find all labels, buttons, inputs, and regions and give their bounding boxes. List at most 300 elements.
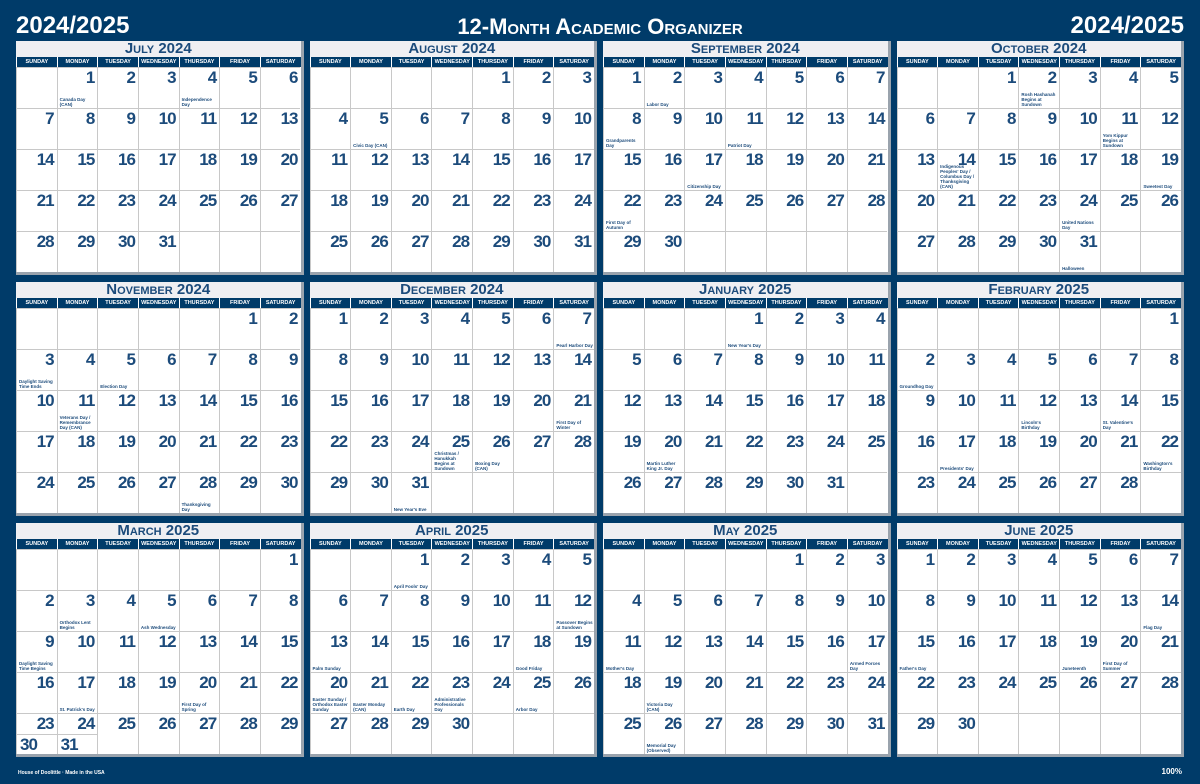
day-cell[interactable] (847, 349, 888, 390)
day-cell[interactable] (766, 590, 807, 631)
day-cell[interactable] (644, 231, 685, 272)
day-cell[interactable] (644, 672, 685, 713)
day-cell[interactable] (553, 590, 594, 631)
day-cell[interactable] (1018, 672, 1059, 713)
day-cell[interactable] (1140, 67, 1181, 108)
day-cell[interactable] (603, 108, 644, 149)
day-cell[interactable] (1140, 472, 1181, 513)
day-cell-split[interactable] (58, 734, 98, 754)
day-cell[interactable] (806, 67, 847, 108)
day-cell[interactable] (350, 672, 391, 713)
day-cell[interactable] (1059, 390, 1100, 431)
day-cell[interactable] (219, 472, 260, 513)
day-cell[interactable] (847, 631, 888, 672)
day-cell[interactable] (431, 67, 472, 108)
day-cell[interactable] (978, 308, 1019, 349)
day-cell[interactable] (391, 308, 432, 349)
day-cell[interactable] (937, 431, 978, 472)
day-cell[interactable] (806, 713, 847, 754)
day-cell[interactable] (644, 590, 685, 631)
day-cell[interactable] (57, 472, 98, 513)
day-cell[interactable] (350, 190, 391, 231)
day-cell[interactable] (350, 431, 391, 472)
day-cell[interactable] (684, 472, 725, 513)
day-cell[interactable] (1018, 190, 1059, 231)
day-cell[interactable] (16, 108, 57, 149)
day-cell[interactable] (391, 672, 432, 713)
day-cell[interactable] (978, 672, 1019, 713)
day-cell[interactable] (179, 590, 220, 631)
day-cell[interactable] (553, 67, 594, 108)
day-cell[interactable] (350, 549, 391, 590)
day-cell[interactable] (806, 631, 847, 672)
day-cell[interactable] (179, 349, 220, 390)
day-cell[interactable] (1140, 549, 1181, 590)
day-cell[interactable] (725, 108, 766, 149)
day-cell[interactable] (684, 149, 725, 190)
day-cell[interactable] (260, 149, 301, 190)
day-cell[interactable] (16, 549, 57, 590)
day-cell[interactable] (57, 713, 98, 754)
day-cell[interactable] (260, 672, 301, 713)
day-cell[interactable] (1059, 190, 1100, 231)
day-cell[interactable] (978, 108, 1019, 149)
day-cell[interactable] (937, 190, 978, 231)
day-cell[interactable] (937, 149, 978, 190)
day-cell[interactable] (1018, 308, 1059, 349)
day-cell[interactable] (978, 231, 1019, 272)
day-cell[interactable] (138, 590, 179, 631)
day-cell[interactable] (219, 549, 260, 590)
day-cell[interactable] (897, 231, 938, 272)
day-cell[interactable] (350, 67, 391, 108)
day-cell[interactable] (138, 549, 179, 590)
day-cell[interactable] (1100, 590, 1141, 631)
day-cell[interactable] (97, 390, 138, 431)
day-cell[interactable] (897, 67, 938, 108)
day-cell[interactable] (431, 231, 472, 272)
day-cell[interactable] (179, 67, 220, 108)
day-cell[interactable] (179, 713, 220, 754)
day-cell[interactable] (978, 67, 1019, 108)
day-cell[interactable] (937, 231, 978, 272)
day-cell[interactable] (1100, 149, 1141, 190)
day-cell[interactable] (260, 431, 301, 472)
day-cell[interactable] (978, 590, 1019, 631)
day-cell[interactable] (1018, 231, 1059, 272)
day-cell[interactable] (1059, 713, 1100, 754)
day-cell[interactable] (138, 190, 179, 231)
day-cell[interactable] (431, 713, 472, 754)
day-cell[interactable] (766, 349, 807, 390)
day-cell[interactable] (97, 431, 138, 472)
day-cell[interactable] (1018, 590, 1059, 631)
day-cell[interactable] (603, 431, 644, 472)
day-cell[interactable] (179, 149, 220, 190)
day-cell[interactable] (725, 672, 766, 713)
day-cell[interactable] (847, 713, 888, 754)
day-cell[interactable] (219, 190, 260, 231)
day-cell[interactable] (310, 149, 351, 190)
day-cell[interactable] (1140, 190, 1181, 231)
day-cell[interactable] (57, 108, 98, 149)
day-cell[interactable] (684, 67, 725, 108)
day-cell[interactable] (57, 190, 98, 231)
day-cell[interactable] (350, 590, 391, 631)
day-cell[interactable] (1100, 231, 1141, 272)
day-cell[interactable] (57, 308, 98, 349)
day-cell[interactable] (57, 672, 98, 713)
day-cell[interactable] (310, 308, 351, 349)
day-cell[interactable] (513, 590, 554, 631)
day-cell[interactable] (897, 549, 938, 590)
day-cell[interactable] (937, 108, 978, 149)
day-cell[interactable] (1059, 349, 1100, 390)
day-cell[interactable] (937, 67, 978, 108)
day-cell[interactable] (1100, 349, 1141, 390)
day-cell[interactable] (431, 149, 472, 190)
day-cell[interactable] (431, 108, 472, 149)
day-cell[interactable] (219, 67, 260, 108)
day-cell[interactable] (310, 631, 351, 672)
day-cell[interactable] (603, 190, 644, 231)
day-cell[interactable] (644, 472, 685, 513)
day-cell[interactable] (57, 590, 98, 631)
day-cell[interactable] (310, 231, 351, 272)
day-cell[interactable] (97, 67, 138, 108)
day-cell[interactable] (806, 590, 847, 631)
day-cell[interactable] (310, 67, 351, 108)
day-cell[interactable] (472, 631, 513, 672)
day-cell[interactable] (391, 231, 432, 272)
day-cell[interactable] (1100, 390, 1141, 431)
day-cell[interactable] (897, 590, 938, 631)
day-cell[interactable] (1100, 431, 1141, 472)
day-cell[interactable] (97, 672, 138, 713)
day-cell[interactable] (57, 149, 98, 190)
day-cell[interactable] (937, 713, 978, 754)
day-cell[interactable] (766, 308, 807, 349)
day-cell[interactable] (179, 308, 220, 349)
day-cell[interactable] (391, 67, 432, 108)
day-cell[interactable] (766, 672, 807, 713)
day-cell[interactable] (603, 149, 644, 190)
day-cell[interactable] (897, 390, 938, 431)
day-cell[interactable] (16, 231, 57, 272)
day-cell[interactable] (431, 590, 472, 631)
day-cell[interactable] (513, 149, 554, 190)
day-cell[interactable] (847, 472, 888, 513)
day-cell[interactable] (97, 108, 138, 149)
day-cell[interactable] (897, 431, 938, 472)
day-cell[interactable] (138, 67, 179, 108)
day-cell[interactable] (1100, 631, 1141, 672)
day-cell[interactable] (138, 390, 179, 431)
day-cell[interactable] (1059, 308, 1100, 349)
day-cell[interactable] (684, 231, 725, 272)
day-cell[interactable] (766, 472, 807, 513)
day-cell[interactable] (978, 390, 1019, 431)
day-cell[interactable] (1140, 308, 1181, 349)
day-cell[interactable] (1018, 549, 1059, 590)
day-cell[interactable] (806, 190, 847, 231)
day-cell[interactable] (472, 549, 513, 590)
day-cell[interactable] (179, 190, 220, 231)
day-cell[interactable] (1100, 67, 1141, 108)
day-cell[interactable] (1059, 672, 1100, 713)
day-cell[interactable] (260, 349, 301, 390)
day-cell[interactable] (684, 390, 725, 431)
day-cell[interactable] (603, 590, 644, 631)
day-cell[interactable] (603, 390, 644, 431)
day-cell[interactable] (978, 149, 1019, 190)
day-cell[interactable] (806, 149, 847, 190)
day-cell[interactable] (806, 431, 847, 472)
day-cell[interactable] (16, 713, 57, 754)
day-cell[interactable] (472, 472, 513, 513)
day-cell[interactable] (310, 190, 351, 231)
day-cell[interactable] (1100, 190, 1141, 231)
day-cell[interactable] (16, 590, 57, 631)
day-cell[interactable] (1100, 108, 1141, 149)
day-cell[interactable] (1140, 149, 1181, 190)
day-cell[interactable] (310, 590, 351, 631)
day-cell[interactable] (1140, 431, 1181, 472)
day-cell[interactable] (350, 231, 391, 272)
day-cell[interactable] (138, 149, 179, 190)
day-cell[interactable] (644, 308, 685, 349)
day-cell-split[interactable] (17, 734, 57, 754)
day-cell[interactable] (179, 631, 220, 672)
day-cell[interactable] (1100, 308, 1141, 349)
day-cell[interactable] (350, 308, 391, 349)
day-cell[interactable] (766, 431, 807, 472)
day-cell[interactable] (644, 431, 685, 472)
day-cell[interactable] (513, 431, 554, 472)
day-cell[interactable] (97, 190, 138, 231)
day-cell[interactable] (725, 231, 766, 272)
day-cell[interactable] (806, 390, 847, 431)
day-cell[interactable] (260, 190, 301, 231)
day-cell[interactable] (725, 390, 766, 431)
day-cell[interactable] (937, 349, 978, 390)
day-cell[interactable] (57, 631, 98, 672)
day-cell[interactable] (391, 713, 432, 754)
day-cell[interactable] (431, 390, 472, 431)
day-cell[interactable] (513, 67, 554, 108)
day-cell[interactable] (806, 108, 847, 149)
day-cell[interactable] (513, 713, 554, 754)
day-cell[interactable] (1100, 472, 1141, 513)
day-cell[interactable] (472, 67, 513, 108)
day-cell[interactable] (472, 672, 513, 713)
day-cell[interactable] (1018, 108, 1059, 149)
day-cell[interactable] (472, 590, 513, 631)
day-cell[interactable] (806, 308, 847, 349)
day-cell[interactable] (897, 672, 938, 713)
day-cell[interactable] (603, 549, 644, 590)
day-cell[interactable] (937, 672, 978, 713)
day-cell[interactable] (1059, 67, 1100, 108)
day-cell[interactable] (553, 549, 594, 590)
day-cell[interactable] (847, 590, 888, 631)
day-cell[interactable] (725, 472, 766, 513)
day-cell[interactable] (219, 149, 260, 190)
day-cell[interactable] (472, 108, 513, 149)
day-cell[interactable] (725, 308, 766, 349)
day-cell[interactable] (725, 349, 766, 390)
day-cell[interactable] (978, 431, 1019, 472)
day-cell[interactable] (97, 472, 138, 513)
day-cell[interactable] (138, 672, 179, 713)
day-cell[interactable] (1140, 349, 1181, 390)
day-cell[interactable] (1059, 549, 1100, 590)
day-cell[interactable] (350, 390, 391, 431)
day-cell[interactable] (1100, 549, 1141, 590)
day-cell[interactable] (847, 672, 888, 713)
day-cell[interactable] (725, 631, 766, 672)
day-cell[interactable] (1059, 590, 1100, 631)
day-cell[interactable] (1059, 231, 1100, 272)
day-cell[interactable] (553, 472, 594, 513)
day-cell[interactable] (138, 631, 179, 672)
day-cell[interactable] (350, 472, 391, 513)
day-cell[interactable] (57, 231, 98, 272)
day-cell[interactable] (897, 108, 938, 149)
day-cell[interactable] (684, 631, 725, 672)
day-cell[interactable] (260, 231, 301, 272)
day-cell[interactable] (897, 349, 938, 390)
day-cell[interactable] (179, 672, 220, 713)
day-cell[interactable] (219, 308, 260, 349)
day-cell[interactable] (219, 590, 260, 631)
day-cell[interactable] (260, 308, 301, 349)
day-cell[interactable] (513, 549, 554, 590)
day-cell[interactable] (138, 108, 179, 149)
day-cell[interactable] (97, 631, 138, 672)
day-cell[interactable] (978, 713, 1019, 754)
day-cell[interactable] (219, 108, 260, 149)
day-cell[interactable] (179, 108, 220, 149)
day-cell[interactable] (806, 672, 847, 713)
day-cell[interactable] (431, 308, 472, 349)
day-cell[interactable] (179, 390, 220, 431)
day-cell[interactable] (513, 231, 554, 272)
day-cell[interactable] (1140, 231, 1181, 272)
day-cell[interactable] (260, 108, 301, 149)
day-cell[interactable] (1140, 590, 1181, 631)
day-cell[interactable] (725, 590, 766, 631)
day-cell[interactable] (1059, 149, 1100, 190)
day-cell[interactable] (97, 713, 138, 754)
day-cell[interactable] (260, 67, 301, 108)
day-cell[interactable] (57, 67, 98, 108)
day-cell[interactable] (684, 431, 725, 472)
day-cell[interactable] (644, 149, 685, 190)
day-cell[interactable] (472, 308, 513, 349)
day-cell[interactable] (310, 431, 351, 472)
day-cell[interactable] (310, 672, 351, 713)
day-cell[interactable] (644, 549, 685, 590)
day-cell[interactable] (260, 590, 301, 631)
day-cell[interactable] (472, 349, 513, 390)
day-cell[interactable] (684, 190, 725, 231)
day-cell[interactable] (513, 472, 554, 513)
day-cell[interactable] (16, 631, 57, 672)
day-cell[interactable] (97, 149, 138, 190)
day-cell[interactable] (310, 472, 351, 513)
day-cell[interactable] (684, 108, 725, 149)
day-cell[interactable] (603, 231, 644, 272)
day-cell[interactable] (1018, 631, 1059, 672)
day-cell[interactable] (603, 713, 644, 754)
day-cell[interactable] (1059, 431, 1100, 472)
day-cell[interactable] (391, 190, 432, 231)
day-cell[interactable] (553, 108, 594, 149)
day-cell[interactable] (97, 349, 138, 390)
day-cell[interactable] (684, 590, 725, 631)
day-cell[interactable] (847, 67, 888, 108)
day-cell[interactable] (1140, 108, 1181, 149)
day-cell[interactable] (179, 431, 220, 472)
day-cell[interactable] (260, 549, 301, 590)
day-cell[interactable] (897, 472, 938, 513)
day-cell[interactable] (766, 631, 807, 672)
day-cell[interactable] (644, 190, 685, 231)
day-cell[interactable] (1140, 631, 1181, 672)
day-cell[interactable] (603, 672, 644, 713)
day-cell[interactable] (937, 472, 978, 513)
day-cell[interactable] (16, 190, 57, 231)
day-cell[interactable] (603, 67, 644, 108)
day-cell[interactable] (603, 308, 644, 349)
day-cell[interactable] (644, 713, 685, 754)
day-cell[interactable] (391, 590, 432, 631)
day-cell[interactable] (766, 231, 807, 272)
day-cell[interactable] (603, 472, 644, 513)
day-cell[interactable] (310, 390, 351, 431)
day-cell[interactable] (391, 108, 432, 149)
day-cell[interactable] (766, 190, 807, 231)
day-cell[interactable] (1140, 672, 1181, 713)
day-cell[interactable] (847, 549, 888, 590)
day-cell[interactable] (16, 349, 57, 390)
day-cell[interactable] (513, 190, 554, 231)
day-cell[interactable] (684, 349, 725, 390)
day-cell[interactable] (179, 549, 220, 590)
day-cell[interactable] (179, 472, 220, 513)
day-cell[interactable] (897, 631, 938, 672)
day-cell[interactable] (260, 713, 301, 754)
day-cell[interactable] (847, 390, 888, 431)
day-cell[interactable] (391, 431, 432, 472)
day-cell[interactable] (766, 108, 807, 149)
day-cell[interactable] (725, 549, 766, 590)
day-cell[interactable] (391, 472, 432, 513)
day-cell[interactable] (431, 190, 472, 231)
day-cell[interactable] (553, 713, 594, 754)
day-cell[interactable] (1018, 67, 1059, 108)
day-cell[interactable] (1018, 349, 1059, 390)
day-cell[interactable] (16, 390, 57, 431)
day-cell[interactable] (847, 231, 888, 272)
day-cell[interactable] (553, 349, 594, 390)
day-cell[interactable] (1140, 390, 1181, 431)
day-cell[interactable] (1018, 390, 1059, 431)
day-cell[interactable] (553, 631, 594, 672)
day-cell[interactable] (260, 631, 301, 672)
day-cell[interactable] (513, 631, 554, 672)
